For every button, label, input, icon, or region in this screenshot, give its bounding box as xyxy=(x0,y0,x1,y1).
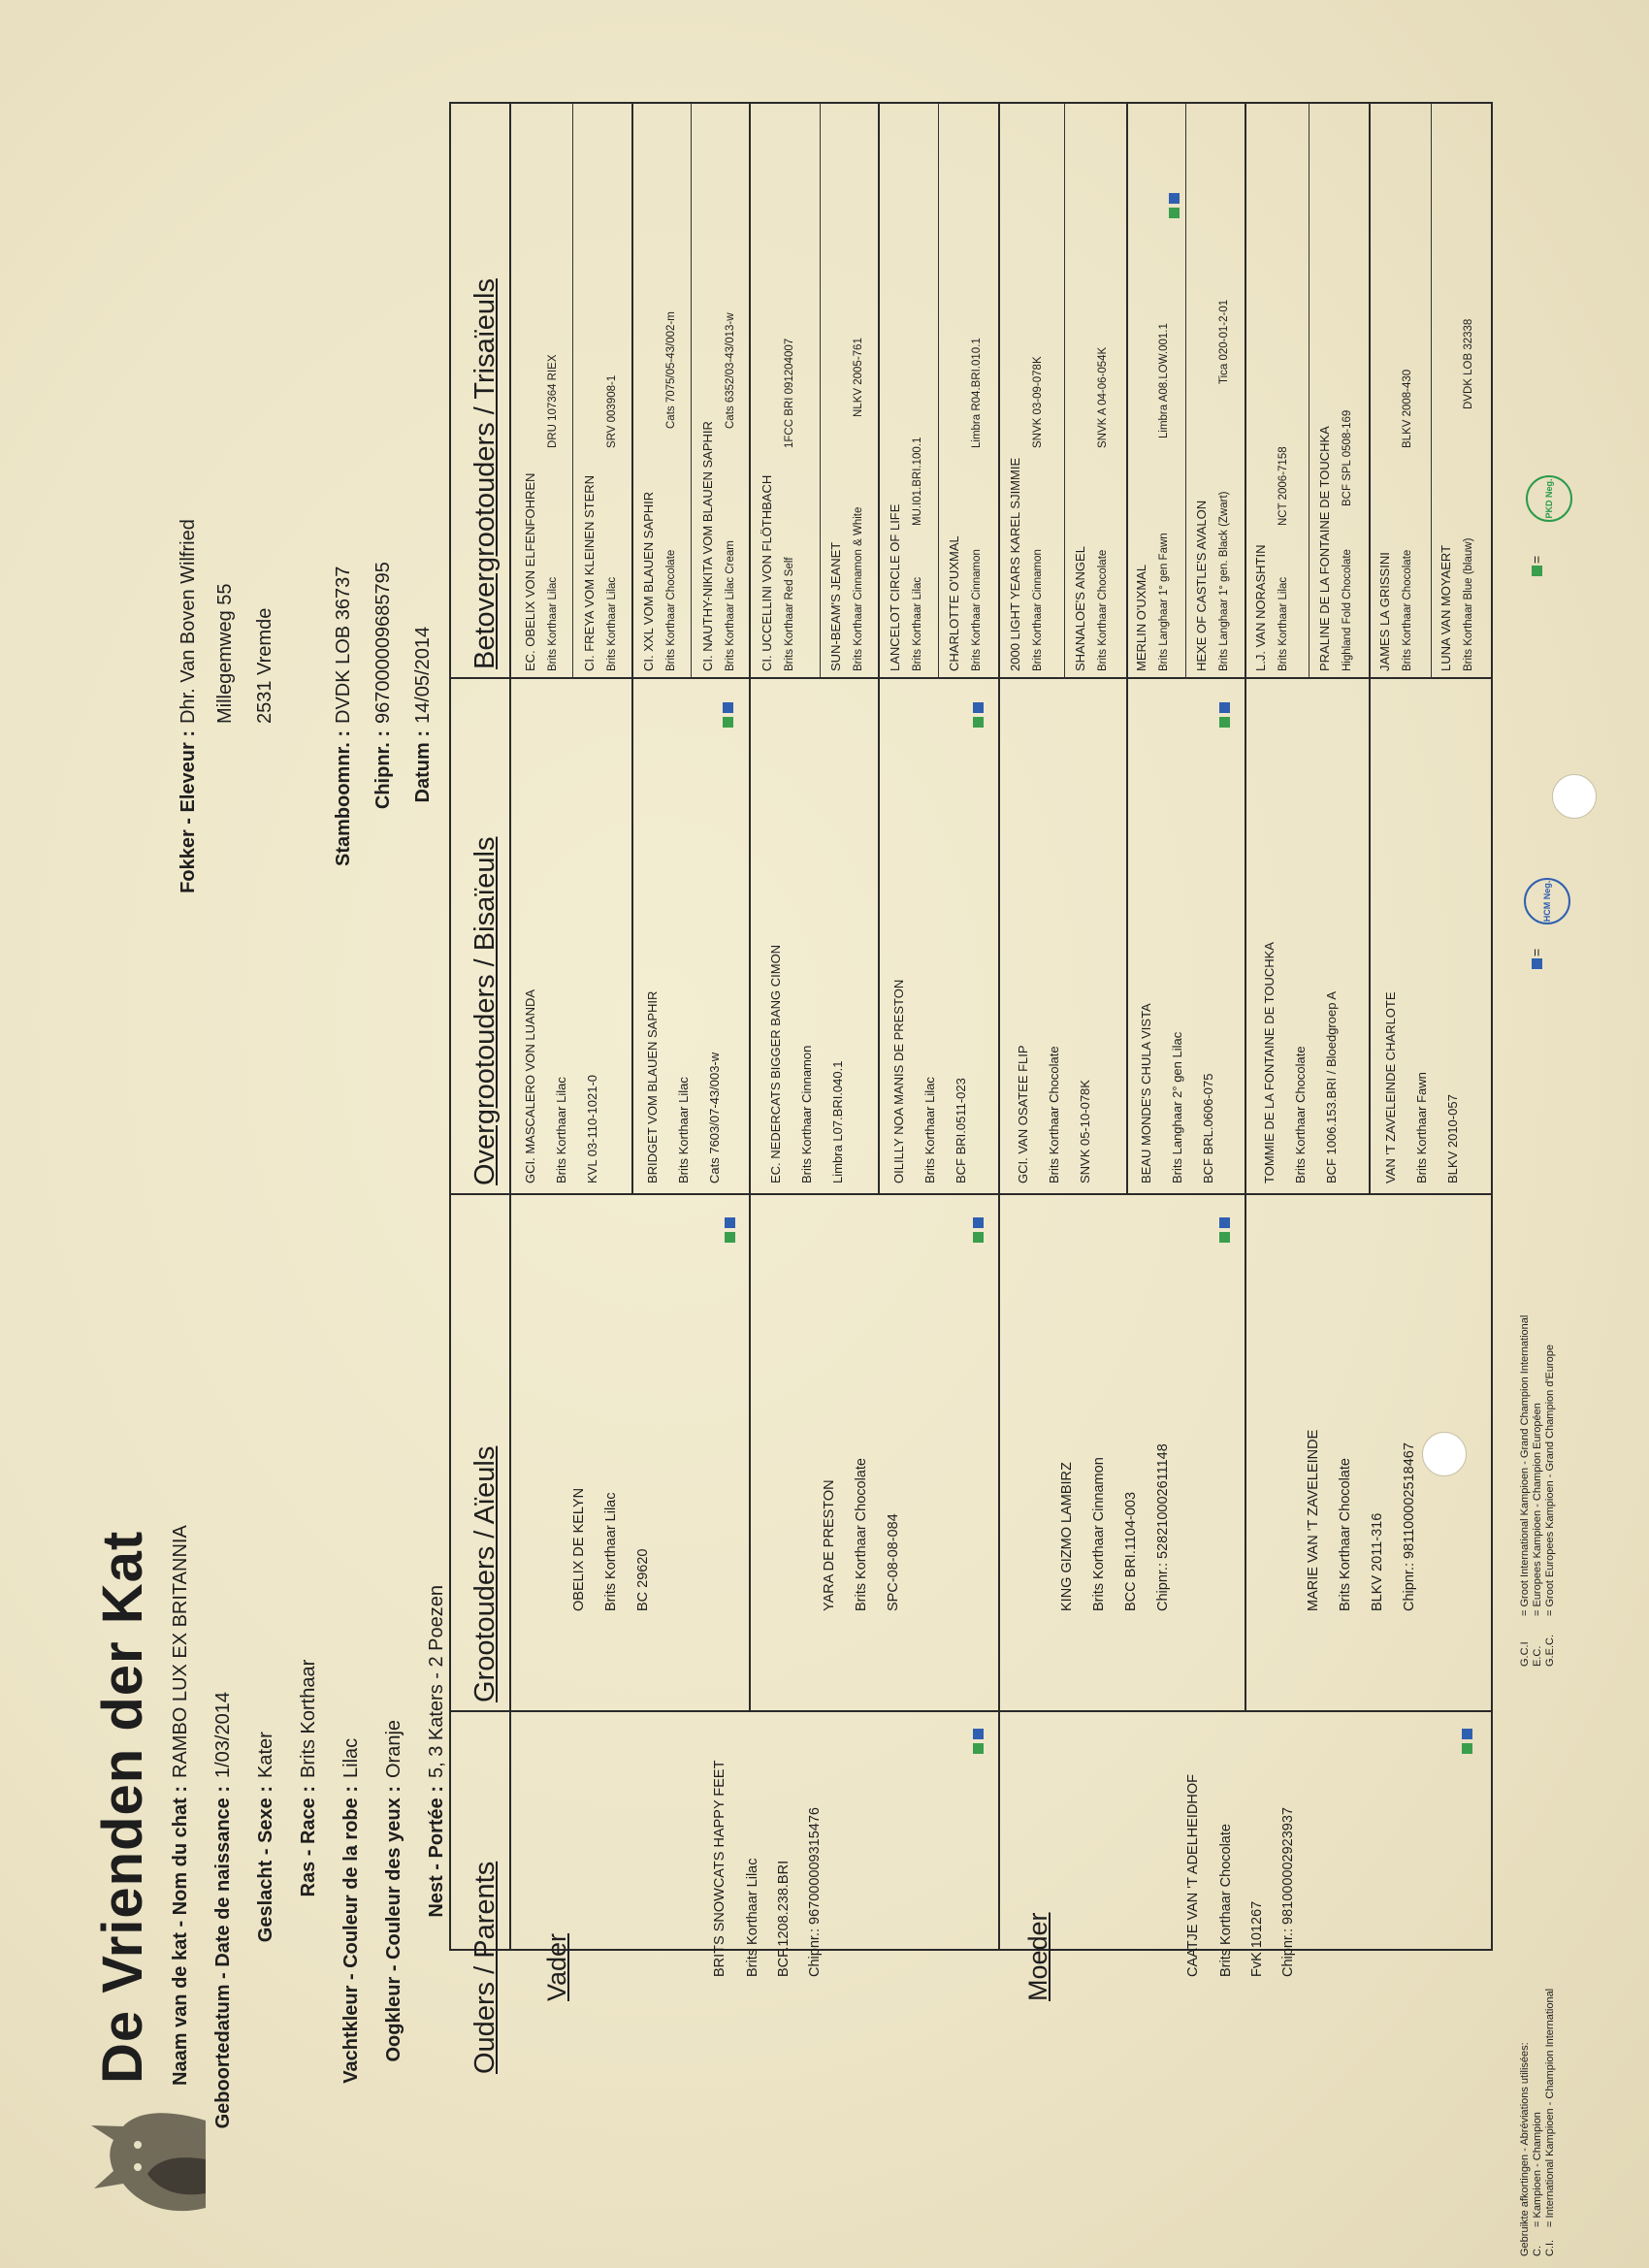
grandparent-name: MARIE VAN 'T ZAVELEINDE xyxy=(1306,1429,1321,1611)
ggp-name: EC. OBELIX VON ELFENFOHREN xyxy=(523,472,537,671)
ggp-reg: Cats 6352/03-43/013-w xyxy=(725,312,736,429)
legend-text: = Groot International Kampioen - Grand Champion International xyxy=(1519,1314,1531,1616)
ggp-detail: Brits Korthaar Chocolate xyxy=(1097,549,1109,671)
green-marker-icon xyxy=(973,1232,984,1243)
great-grandparent-breed: Brits Korthaar Chocolate xyxy=(1293,1046,1308,1183)
father-chip: Chipnr.: 967000009315476 xyxy=(807,1807,823,1977)
grandparent-chip: Chipnr.: 981100002518467 xyxy=(1402,1442,1417,1611)
ggp-reg: SRV 003908-1 xyxy=(606,374,618,448)
ggp-name: CI. UCCELLINI VON FLÖTHBACH xyxy=(760,474,774,671)
header-parents: Ouders / Parents xyxy=(469,1861,501,2074)
ggp-detail: Brits Korthaar Blue (blauw) xyxy=(1463,537,1474,671)
ggp-detail: Brits Korthaar Lilac Cream xyxy=(725,540,736,671)
grandparent-name: YARA DE PRESTON xyxy=(822,1479,837,1611)
ggp-detail: Brits Korthaar Lilac xyxy=(1277,576,1289,671)
ggp-reg: NCT 2006-7158 xyxy=(1277,446,1289,526)
legend-abbr: C.I. xyxy=(1544,2239,1556,2256)
great-grandparent-breed: Brits Korthaar Lilac xyxy=(922,1077,937,1183)
ggp-detail: Highland Fold Chocolate xyxy=(1342,549,1353,671)
header-grandparents: Grootouders / Aïeuls xyxy=(469,1445,501,1702)
punch-hole xyxy=(1422,1432,1467,1476)
father-breed: Brits Korthaar Lilac xyxy=(745,1858,760,1977)
breed-value: Brits Korthaar xyxy=(298,1659,319,1778)
great-grandparent-name: OILILLY NOA MANIS DE PRESTON xyxy=(891,979,906,1183)
father-name: BRITS SNOWCATS HAPPY FEET xyxy=(712,1760,728,1977)
ggp-detail: Brits Korthaar Lilac xyxy=(912,576,923,671)
ggp-name: JAMES LA GRISSINI xyxy=(1377,552,1392,671)
blue-marker-icon xyxy=(1169,193,1180,204)
ggp-reg: Limbra A08.LOW.001.1 xyxy=(1158,323,1170,438)
equals-sign: = xyxy=(1529,555,1544,564)
ggp-reg: 1FCC BRI 091204007 xyxy=(784,338,795,448)
grandparent-breed: Brits Korthaar Chocolate xyxy=(1338,1458,1353,1611)
hcm-negative-seal: HCM Neg. xyxy=(1524,878,1570,924)
grandparent-reg: BLKV 2011-316 xyxy=(1370,1512,1385,1611)
legend-text: = International Kampioen - Champion International xyxy=(1544,1988,1556,2227)
ggp-name: CI. NAUTHY-NIKITA VOM BLAUEN SAPHIR xyxy=(700,421,715,671)
great-grandparent-reg: Limbra L07.BRI.040.1 xyxy=(830,1060,845,1183)
great-grandparent-name: GCI. VAN OSATEE FLIP xyxy=(1016,1045,1030,1183)
blue-marker-icon xyxy=(1532,958,1542,969)
blue-marker-icon xyxy=(1219,702,1230,713)
green-marker-icon xyxy=(1169,208,1180,218)
green-marker-icon xyxy=(1219,717,1230,728)
breeder-city: 2531 Vremde xyxy=(254,607,275,724)
great-grandparent-name: BRIDGET VOM BLAUEN SAPHIR xyxy=(645,990,660,1183)
green-marker-icon xyxy=(1532,566,1542,576)
great-grandparent-name: BEAU MONDE'S CHULA VISTA xyxy=(1139,1003,1153,1183)
date-value: 14/05/2014 xyxy=(412,626,434,724)
great-grandparent-reg: BCF BRL.0606-075 xyxy=(1201,1073,1215,1183)
great-grandparent-reg: BLKV 2010-057 xyxy=(1445,1094,1460,1183)
green-marker-icon xyxy=(973,1743,984,1754)
ggp-name: CHARLOTTE O'UXMAL xyxy=(947,535,961,671)
ggp-reg: Tica 020-01-2-01 xyxy=(1218,299,1230,384)
sex-value: Kater xyxy=(255,1732,276,1778)
ggp-reg: SNVK 03-09-078K xyxy=(1032,356,1044,448)
pedigree-label: Stamboomnr. : xyxy=(333,730,354,867)
blue-marker-icon xyxy=(1462,1729,1472,1739)
green-marker-icon xyxy=(1219,1232,1230,1243)
litter-label: Nest - Portée : xyxy=(426,1786,447,1918)
ggp-detail: Brits Korthaar Cinnamon & White xyxy=(853,506,864,671)
mother-role-label: Moeder xyxy=(1023,1912,1052,2001)
dob-label: Geboortedatum - Date de naissance : xyxy=(212,1786,234,2129)
green-marker-icon xyxy=(973,717,984,728)
header-great-great-grandparents: Betovergrootouders / Trisaïeuls xyxy=(469,278,501,669)
ggp-name: 2000 LIGHT YEARS KAREL SJIMMIE xyxy=(1008,457,1022,671)
ggp-name: MERLIN O'UXMAL xyxy=(1134,564,1148,671)
eyes-label: Oogkleur - Couleur des yeux : xyxy=(383,1786,404,2062)
equals-sign: = xyxy=(1529,948,1544,956)
great-grandparent-breed: Brits Korthaar Lilac xyxy=(554,1077,568,1183)
grandparent-breed: Brits Korthaar Cinnamon xyxy=(1091,1457,1107,1611)
grandparent-chip: Chipnr.: 528210002611148 xyxy=(1155,1443,1171,1611)
legend-text: = Groot Europees Kampioen - Grand Champion d'Europe xyxy=(1544,1344,1556,1616)
punch-hole xyxy=(1552,774,1597,819)
ggp-name: CI. XXL VOM BLAUEN SAPHIR xyxy=(641,491,656,671)
ggp-reg: DVDK LOB 32338 xyxy=(1463,318,1474,409)
breeder-label: Fokker - Eleveur : xyxy=(178,730,199,893)
green-marker-icon xyxy=(1462,1743,1472,1754)
chip-value: 967000009685795 xyxy=(372,562,394,724)
ggp-name: HEXE OF CASTLE'S AVALON xyxy=(1194,500,1209,671)
great-grandparent-breed: Brits Korthaar Cinnamon xyxy=(799,1045,814,1183)
green-marker-icon xyxy=(723,717,733,728)
legend-abbr: E.C. xyxy=(1532,1645,1543,1667)
breeder-name: Dhr. Van Boven Wilfried xyxy=(178,519,199,724)
blue-marker-icon xyxy=(973,1729,984,1739)
great-grandparent-reg: SNVK 05-10-078K xyxy=(1078,1080,1092,1183)
great-grandparent-reg: KVL 03-110-1021-0 xyxy=(585,1074,599,1183)
legend-text: = Europees Kampioen - Champion Européen xyxy=(1532,1403,1543,1616)
ggp-reg: MU.I01.BRI.100.1 xyxy=(912,437,923,526)
coat-label: Vachtkleur - Couleur de la robe : xyxy=(340,1786,362,2084)
legend-intro: Gebruikte afkortingen - Abréviations utilisées: xyxy=(1519,2042,1531,2256)
grandparent-reg: BC 29620 xyxy=(635,1548,651,1611)
ggp-detail: Brits Langhaar 1° gen. Black (Zwart) xyxy=(1218,491,1230,671)
ggp-reg: Limbra R04.BRI.010.1 xyxy=(971,338,983,448)
cat-name-value: RAMBO LUX EX BRITANNIA xyxy=(170,1525,191,1778)
great-grandparent-breed: Brits Langhaar 2° gen Lilac xyxy=(1170,1031,1184,1183)
blue-marker-icon xyxy=(723,702,733,713)
ggp-name: L.J. VAN NORASHTIN xyxy=(1253,544,1268,671)
great-grandparent-name: VAN 'T ZAVELEINDE CHARLOTE xyxy=(1383,991,1398,1183)
ggp-detail: Brits Korthaar Cinnamon xyxy=(971,549,983,671)
ggp-detail: Brits Korthaar Cinnamon xyxy=(1032,549,1044,671)
sex-label: Geslacht - Sexe : xyxy=(255,1786,276,1943)
dob-value: 1/03/2014 xyxy=(212,1692,234,1778)
document-title: De Vrienden der Kat xyxy=(91,1530,154,2084)
blue-marker-icon xyxy=(973,1217,984,1228)
grandparent-breed: Brits Korthaar Chocolate xyxy=(854,1458,869,1611)
green-marker-icon xyxy=(725,1232,735,1243)
great-grandparent-name: GCI. MASCALERO VON LUANDA xyxy=(523,988,537,1183)
litter-value: 5, 3 Katers - 2 Poezen xyxy=(426,1584,447,1778)
breeder-street: Millegemweg 55 xyxy=(214,583,236,724)
great-grandparent-reg: BCF 1006.153.BRI / Bloedgroep A xyxy=(1324,990,1339,1183)
ggp-reg: SNVK A 04-06-054K xyxy=(1097,346,1109,448)
mother-name: CAATJE VAN 'T ADELHEIDHOF xyxy=(1185,1773,1201,1977)
ggp-detail: Brits Korthaar Lilac xyxy=(547,576,559,671)
ggp-detail: Brits Korthaar Chocolate xyxy=(665,549,677,671)
ggp-reg: Cats 7075/05-43/002-m xyxy=(665,311,677,429)
cat-sketch-logo xyxy=(70,2101,215,2227)
ggp-reg: NLKV 2005-761 xyxy=(853,338,864,417)
ggp-name: LANCELOT CIRCLE OF LIFE xyxy=(888,503,902,671)
header-great-grandparents: Overgrootouders / Bisaïeuls xyxy=(469,836,501,1185)
blue-marker-icon xyxy=(973,702,984,713)
pkd-negative-seal: PKD Neg. xyxy=(1526,475,1572,522)
mother-breed: Brits Korthaar Chocolate xyxy=(1218,1824,1234,1977)
mother-reg: FvK 101267 xyxy=(1249,1900,1265,1977)
grandparent-reg: SPC-08-08-084 xyxy=(886,1513,901,1611)
coat-value: Lilac xyxy=(340,1737,362,1778)
ggp-name: SUN-BEAM'S JEANET xyxy=(828,541,843,671)
great-grandparent-breed: Brits Korthaar Chocolate xyxy=(1047,1046,1061,1183)
ggp-detail: Brits Korthaar Red Self xyxy=(784,557,795,671)
ggp-detail: Brits Korthaar Chocolate xyxy=(1402,549,1413,671)
ggp-detail: Brits Langhaar 1° gen Fawn xyxy=(1158,533,1170,671)
chip-label: Chipnr. : xyxy=(372,730,394,810)
grandparent-name: KING GIZMO LAMBIRZ xyxy=(1059,1462,1075,1611)
great-grandparent-name: EC. NEDERCATS BIGGER BANG CIMON xyxy=(768,944,783,1183)
ggp-reg: BLKV 2008-430 xyxy=(1402,369,1413,448)
great-grandparent-breed: Brits Korthaar Lilac xyxy=(676,1077,691,1183)
great-grandparent-reg: Cats 7603/07-43/003-w xyxy=(707,1052,722,1183)
breed-label: Ras - Race : xyxy=(298,1786,319,1897)
pedigree-value: DVDK LOB 36737 xyxy=(333,566,354,724)
legend-abbr: G.C.I xyxy=(1519,1641,1531,1667)
great-grandparent-breed: Brits Korthaar Fawn xyxy=(1414,1072,1429,1183)
great-grandparent-name: TOMMIE DE LA FONTAINE DE TOUCHKA xyxy=(1262,942,1277,1183)
father-role-label: Vader xyxy=(542,1932,571,2001)
eyes-value: Oranje xyxy=(383,1719,404,1778)
ggp-name: CI. FREYA VOM KLEINEN STERN xyxy=(582,474,597,671)
grandparent-reg: BCC BRI.1104-003 xyxy=(1123,1491,1139,1611)
ggp-name: SHANALOE'S ANGEL xyxy=(1073,546,1087,671)
grandparent-breed: Brits Korthaar Lilac xyxy=(603,1492,619,1611)
cat-name-label: Naam van de kat - Nom du chat : xyxy=(170,1786,191,2086)
ggp-reg: BCF SPL 0508-169 xyxy=(1342,409,1353,506)
ggp-name: PRALINE DE LA FONTAINE DE TOUCHKA xyxy=(1317,426,1332,671)
blue-marker-icon xyxy=(725,1217,735,1228)
blue-marker-icon xyxy=(1219,1217,1230,1228)
grandparent-name: OBELIX DE KELYN xyxy=(571,1487,587,1611)
ggp-name: LUNA VAN MOYAERT xyxy=(1439,544,1453,671)
great-grandparent-reg: BCF BRI.0511-023 xyxy=(954,1078,968,1183)
legend-abbr: G.E.C. xyxy=(1544,1634,1556,1667)
legend-abbr: C. xyxy=(1532,2246,1543,2256)
ggp-reg: DRU 107364 RIEX xyxy=(547,354,559,448)
ggp-detail: Brits Korthaar Lilac xyxy=(606,576,618,671)
mother-chip: Chipnr.: 981000002923937 xyxy=(1280,1807,1296,1977)
legend-text: = Kampioen - Champion xyxy=(1532,2112,1543,2227)
date-label: Datum : xyxy=(412,730,434,803)
father-reg: BCF.1208.238.BRI xyxy=(776,1860,792,1977)
